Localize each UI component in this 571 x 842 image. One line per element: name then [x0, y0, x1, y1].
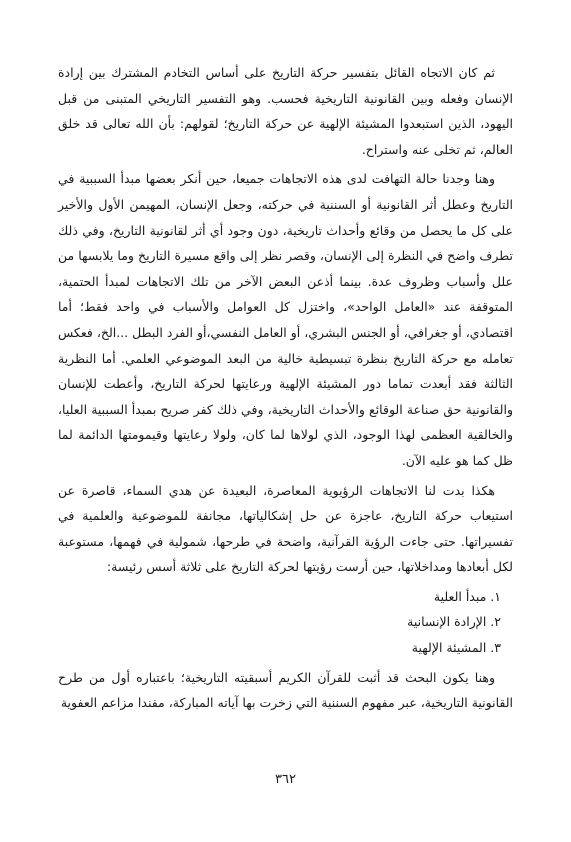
list-item: ٣. المشيئة الإلهية: [411, 640, 501, 656]
paragraph-3: هكذا بدت لنا الاتجاهات الرؤيوية المعاصرة، البعيدة عن هدي السماء، قاصرة عن استيعاب حركة التاريخ، عاجزة عن حل إشكالياتها، مجانفة للموضوعية والعلمية في تفسيراتها. حتى جاءت الرؤية القرآنية، واضحة في طرحها، شمولية في فهمها، مستوعبة لكل أبعادها ومداخلاتها، حين أرست رؤيتها لحركة التاريخ على ثلاثة أسس رئيسة:: [58, 482, 513, 575]
page-number: ٣٦٢: [275, 772, 296, 787]
paragraph-4: وهنا يكون البحث قد أثبت للقرآن الكريم أسبقيته التاريخية؛ باعتباره أول من طرح القانونية التاريخية، عبر مفهوم السننية التي زخرت بها آياته المباركة، مفندا مزاعم العفوية: [58, 669, 513, 711]
page-body: [58, 60, 513, 720]
list-item: ١. مبدأ العلية: [433, 588, 501, 604]
list-item: ٢. الإرادة الإنسانية: [407, 614, 501, 630]
paragraph-2: وهنا وجدنا حالة التهافت لدى هذه الاتجاهات جميعا، حين أنكر بعضها مبدأ السببية في التاريخ وعطل أثر القانونية أو السننية في حركته، وجعل الإنسان، المهيمن الأول والأخير على كل ما يحصل من وقائع وأحداث تاريخية، دون وجود أي أثر لقانونية التاريخ، وفي ذلك تطرف واضح في النظرة إلى الإنسان، وقصر نظر إلى واقع مسيرة التاريخ وما يلابسها من علل وأسباب وظروف عدة. بينما أذعن البعض الآخر من تلك الاتجاهات لمبدأ الحتمية، المتوقفة عند «العامل الواحد»، واختزل كل العوامل والأسباب في واحد فقط؛ أما اقتصادي، أو جغرافي، أو الجنس البشري، أو العامل النفسي،أو الفرد البطل ...الخ، فعكس تعامله مع حركة التاريخ بنظرة تبسيطية خالية من البعد الموضوعي العلمي. أما النظرية الثالثة فقد أبعدت تماما دور المشيئة الإلهية ورعايتها لحركة التاريخ، وأعطت للإنسان والقانونية حق صناعة الوقائع والأحداث التاريخية، وفي ذلك كفر صريح بمبدأ السببية العليا، والخالقية العظمى لهذا الوجود، الذي لولاها لما كان، ولولا رعايتها وقيمومتها الدائمة لما ظل كما هو عليه الآن.: [58, 171, 513, 468]
principles-list: [58, 584, 513, 661]
paragraph-1: ثم كان الاتجاه القائل بتفسير حركة التاريخ على أساس التخادم المشترك بين إرادة الإنسان وفعله وبين القانونية التاريخية فحسب. وهو التفسير التاريخي المتبنى من قبل اليهود، الذين استبعدوا المشيئة الإلهية عن حركة التاريخ؛ لقولهم: بأن الله تعالى قد خلق العالم، ثم تخلى عنه واستراح.: [58, 65, 513, 157]
